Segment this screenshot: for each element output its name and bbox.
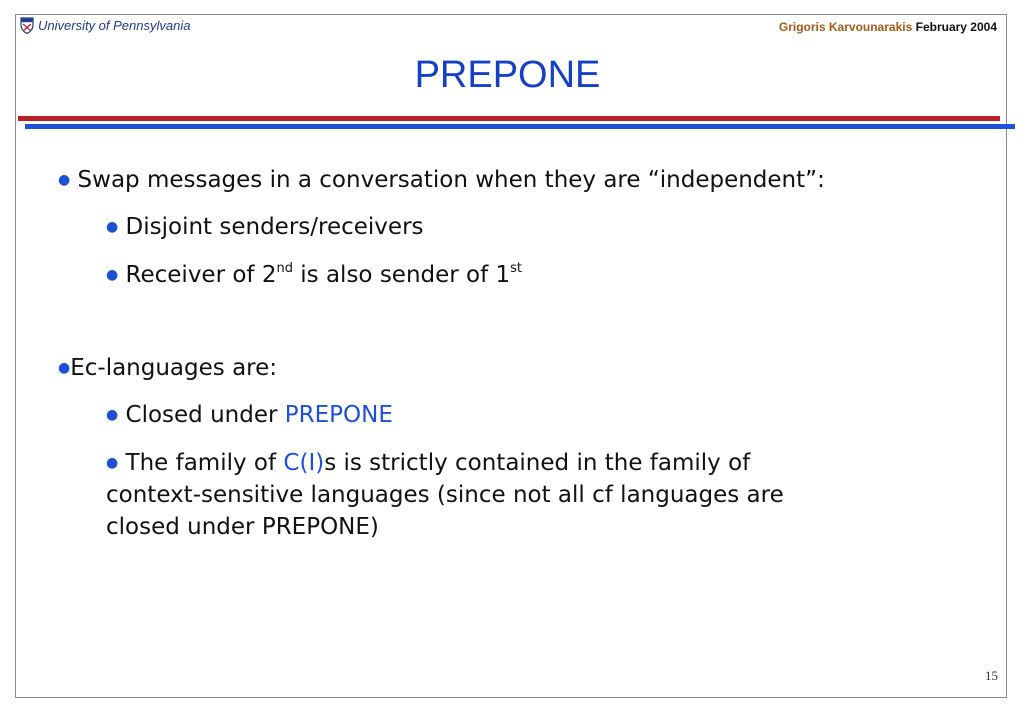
university-name: University of Pennsylvania	[38, 18, 191, 33]
bullet-text-pre: Closed under	[125, 402, 285, 428]
bullet-dot-icon: ●	[106, 267, 119, 283]
bullet-text: Ec-languages are:	[70, 355, 278, 381]
highlight-ci: C(I)	[283, 450, 325, 476]
superscript-nd: nd	[276, 261, 293, 276]
superscript-st: st	[510, 261, 523, 276]
bullet-ec-languages	[58, 352, 277, 384]
bullet-dot-icon: ●	[106, 219, 119, 235]
bullet-dot-icon: ●	[58, 172, 71, 188]
bullet-text-mid: is also sender of 1	[292, 262, 511, 288]
page-number: 15	[985, 668, 998, 683]
bullet-text: Swap messages in a conversation when they are “independent”:	[77, 167, 825, 193]
bullet-family-line1	[106, 447, 750, 479]
bullet-text-pre: The family of	[125, 450, 284, 476]
bullet-text-post: s is strictly contained in the family of	[324, 450, 751, 476]
bullet-closed-under	[106, 399, 393, 431]
bullet-receiver	[106, 259, 522, 291]
bullet-family-line3: closed under PREPONE)	[106, 514, 379, 540]
bullet-dot-icon: ●	[58, 360, 71, 376]
highlight-prepone: PREPONE	[284, 402, 393, 428]
bullet-text-pre: Receiver of 2	[125, 262, 277, 288]
slide-title: PREPONE	[414, 54, 601, 96]
bullet-dot-icon: ●	[106, 455, 119, 471]
author-name: Grigoris Karvounarakis	[778, 20, 913, 34]
bullet-family-line2: context-sensitive languages (since not all cf languages are	[106, 482, 784, 508]
bullet-text: Disjoint senders/receivers	[125, 214, 424, 240]
bullet-dot-icon: ●	[106, 407, 119, 423]
presentation-date: February 2004	[915, 20, 997, 34]
bullet-swap-messages	[58, 164, 825, 196]
bullet-disjoint	[106, 211, 424, 243]
